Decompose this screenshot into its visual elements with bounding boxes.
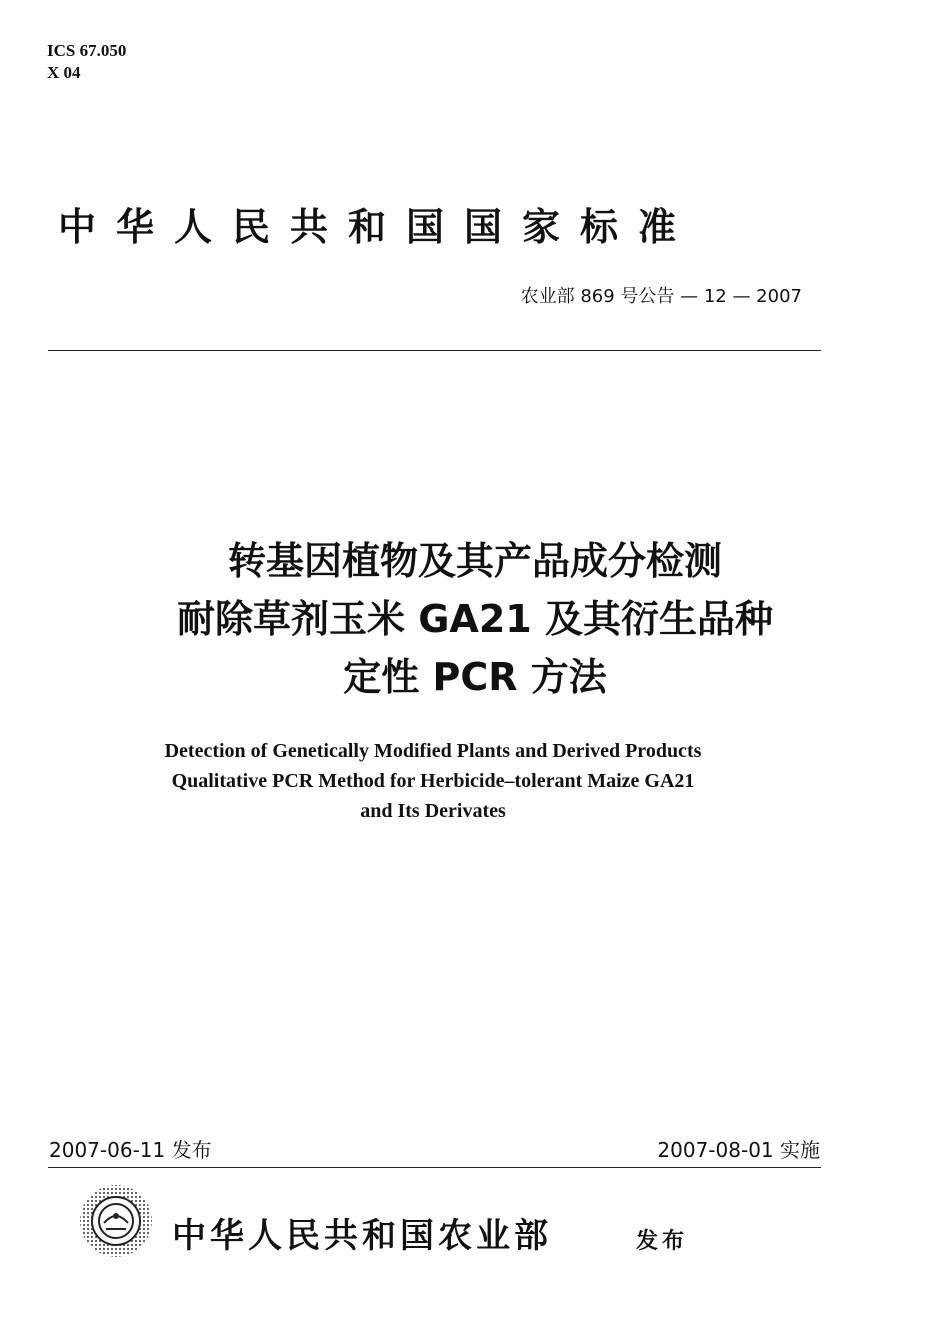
issue-date: 2007-06-11 发布 (49, 1138, 212, 1162)
standard-number: 农业部 869 号公告 — 12 — 2007 (520, 286, 802, 307)
chinese-title (0, 532, 950, 706)
implementation-date: 2007-08-01 实施 (657, 1138, 820, 1162)
publish-label: 发布 (636, 1228, 689, 1254)
chinese-title-line: 定性 PCR 方法 (343, 655, 607, 699)
english-title-line: Detection of Genetically Modified Plants and Derived Products (164, 740, 702, 762)
top-divider (48, 350, 821, 351)
english-title-line: Qualitative PCR Method for Herbicide–tolerant Maize GA21 (171, 770, 695, 792)
ics-code: ICS 67.050 (47, 41, 127, 60)
chinese-title-line: 耐除草剂玉米 GA21 及其衍生品种 (177, 597, 773, 641)
national-emblem-icon (78, 1183, 154, 1259)
ccs-code: X 04 (47, 63, 81, 82)
english-title-line: and Its Derivates (360, 800, 506, 822)
english-title (0, 736, 866, 826)
national-standard-title: 中华人民共和国国家标准 (58, 204, 697, 249)
chinese-title-line: 转基因植物及其产品成分检测 (227, 539, 722, 583)
classification-codes (47, 40, 126, 84)
publisher-name: 中华人民共和国农业部 (172, 1216, 552, 1256)
bottom-divider (48, 1167, 821, 1168)
